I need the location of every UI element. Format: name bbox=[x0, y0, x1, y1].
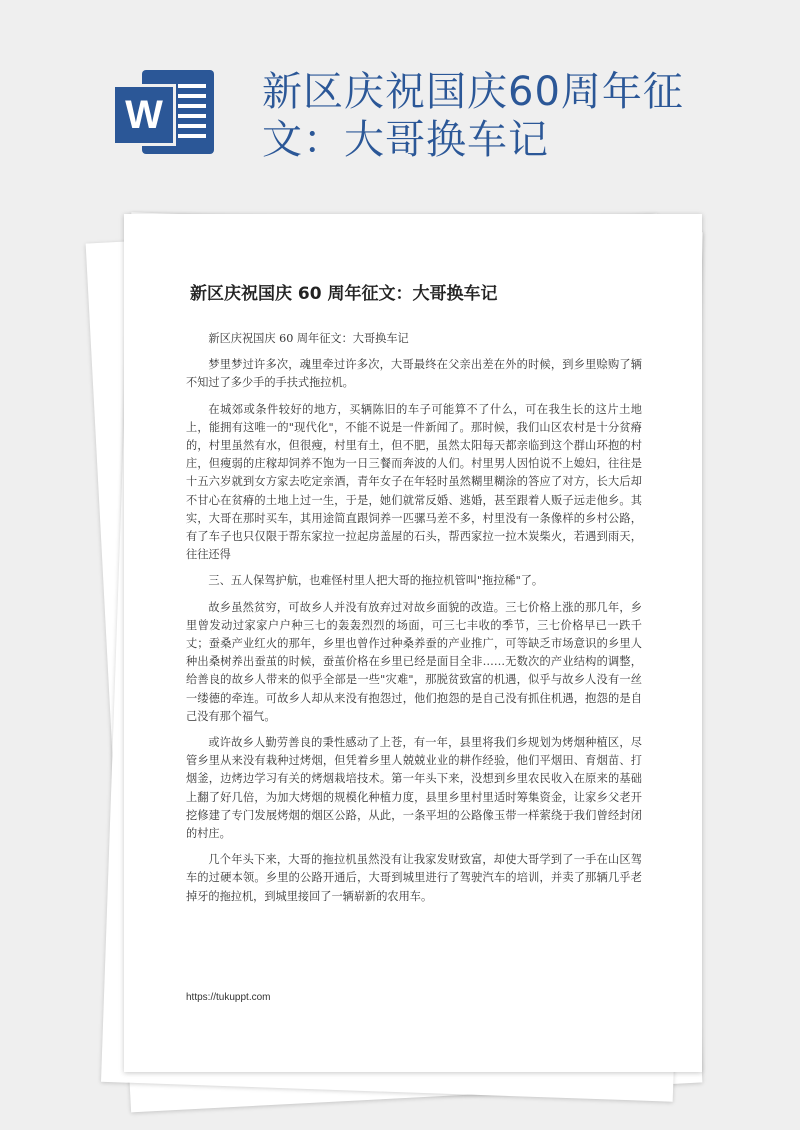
paragraph: 或许故乡人勤劳善良的秉性感动了上苍，有一年，县里将我们乡规划为烤烟种植区，尽管乡里从来没有栽种过烤烟，但凭着乡里人兢兢业业的耕作经验，他们平烟田、育烟苗、打烟釜，边烤边学习有关的烤烟栽培技术。第一年头下来，没想到乡里农民收入在原来的基础上翻了好几倍，为加大烤烟的规模化种植力度，县里乡里村里适时筹集资金，让家乡父老开挖修建了专门发展烤烟的烟区公路，从此，一条平坦的公路像玉带一样萦绕于我们曾经封闭的村庄。 bbox=[186, 736, 642, 841]
paragraph: 新区庆祝国庆 60 周年征文：大哥换车记 bbox=[208, 332, 409, 345]
paragraph: 故乡虽然贫穷，可故乡人并没有放弃过对故乡面貌的改造。三七价格上涨的那几年，乡里曾发动过家家户户种三七的轰轰烈烈的场面，可三七丰收的季节，三七价格早已一跌千丈；蚕桑产业红火的那年，乡里也曾作过种桑养蚕的产业推广，可等缺乏市场意识的乡里人种出桑树养出蚕茧的时候，蚕茧价格在乡里已经是面目全非……无数次的产业结构的调整，给善良的故乡人带来的似乎全部是一些"灾难"，那脱贫致富的机遇，似乎与故乡人没有一丝一缕德的牵连。可故乡人却从来没有抱怨过，他们抱怨的是自己没有抓住机遇，抱怨的是自己没有那个福气。 bbox=[186, 600, 642, 723]
document-title: 新区庆祝国庆 60 周年征文：大哥换车记 bbox=[190, 284, 498, 304]
document-body bbox=[186, 330, 642, 914]
paragraph: 几个年头下来，大哥的拖拉机虽然没有让我家发财致富，却使大哥学到了一手在山区驾车的过硬本领。乡里的公路开通后，大哥到城里进行了驾驶汽车的培训，并卖了那辆几乎老掉牙的拖拉机，到城里接回了一辆崭新的农用车。 bbox=[186, 853, 642, 903]
paragraph: 在城郊或条件较好的地方，买辆陈旧的车子可能算不了什么，可在我生长的这片土地上，能拥有这唯一的"现代化"，不能不说是一件新闻了。那时候，我们山区农村是十分贫瘠的，村里虽然有水，但很瘦，村里有土，但不肥，虽然太阳每天都亲临到这个群山环抱的村庄，但瘦弱的庄稼却饲养不饱为一日三餐而奔波的人们。村里男人因怕说不上媳妇，往往是十五六岁就到女方家去吃定亲酒，青年女子在年轻时虽然糊里糊涂的答应了对方，长大后却不甘心在贫瘠的土地上过一生，于是，她们就常反婚、逃婚，甚至跟着人贩子远走他乡。其实，大哥在那时买车，其用途简直跟饲养一匹骡马差不多，村里没有一条像样的乡村公路，有了车子也只仅限于帮东家拉一拉起房盖屋的石头，帮西家拉一拉木炭柴火，若遇到雨天，往往还得 bbox=[186, 402, 642, 562]
paragraph: 三、五人保驾护航，也难怪村里人把大哥的拖拉机管叫"拖拉稀"了。 bbox=[208, 574, 544, 588]
word-document-icon bbox=[112, 70, 216, 154]
word-letter-badge: W bbox=[112, 84, 176, 146]
banner-title: 新区庆祝国庆60周年征文：大哥换车记 bbox=[262, 69, 684, 163]
paragraph: 梦里梦过许多次，魂里牵过许多次，大哥最终在父亲出差在外的时候，到乡里赊购了辆不知过了多少手的手扶式拖拉机。 bbox=[186, 358, 642, 390]
footer-url: https://tukuppt.com bbox=[186, 992, 271, 1003]
document-page bbox=[124, 214, 702, 1072]
header-banner bbox=[0, 0, 800, 210]
